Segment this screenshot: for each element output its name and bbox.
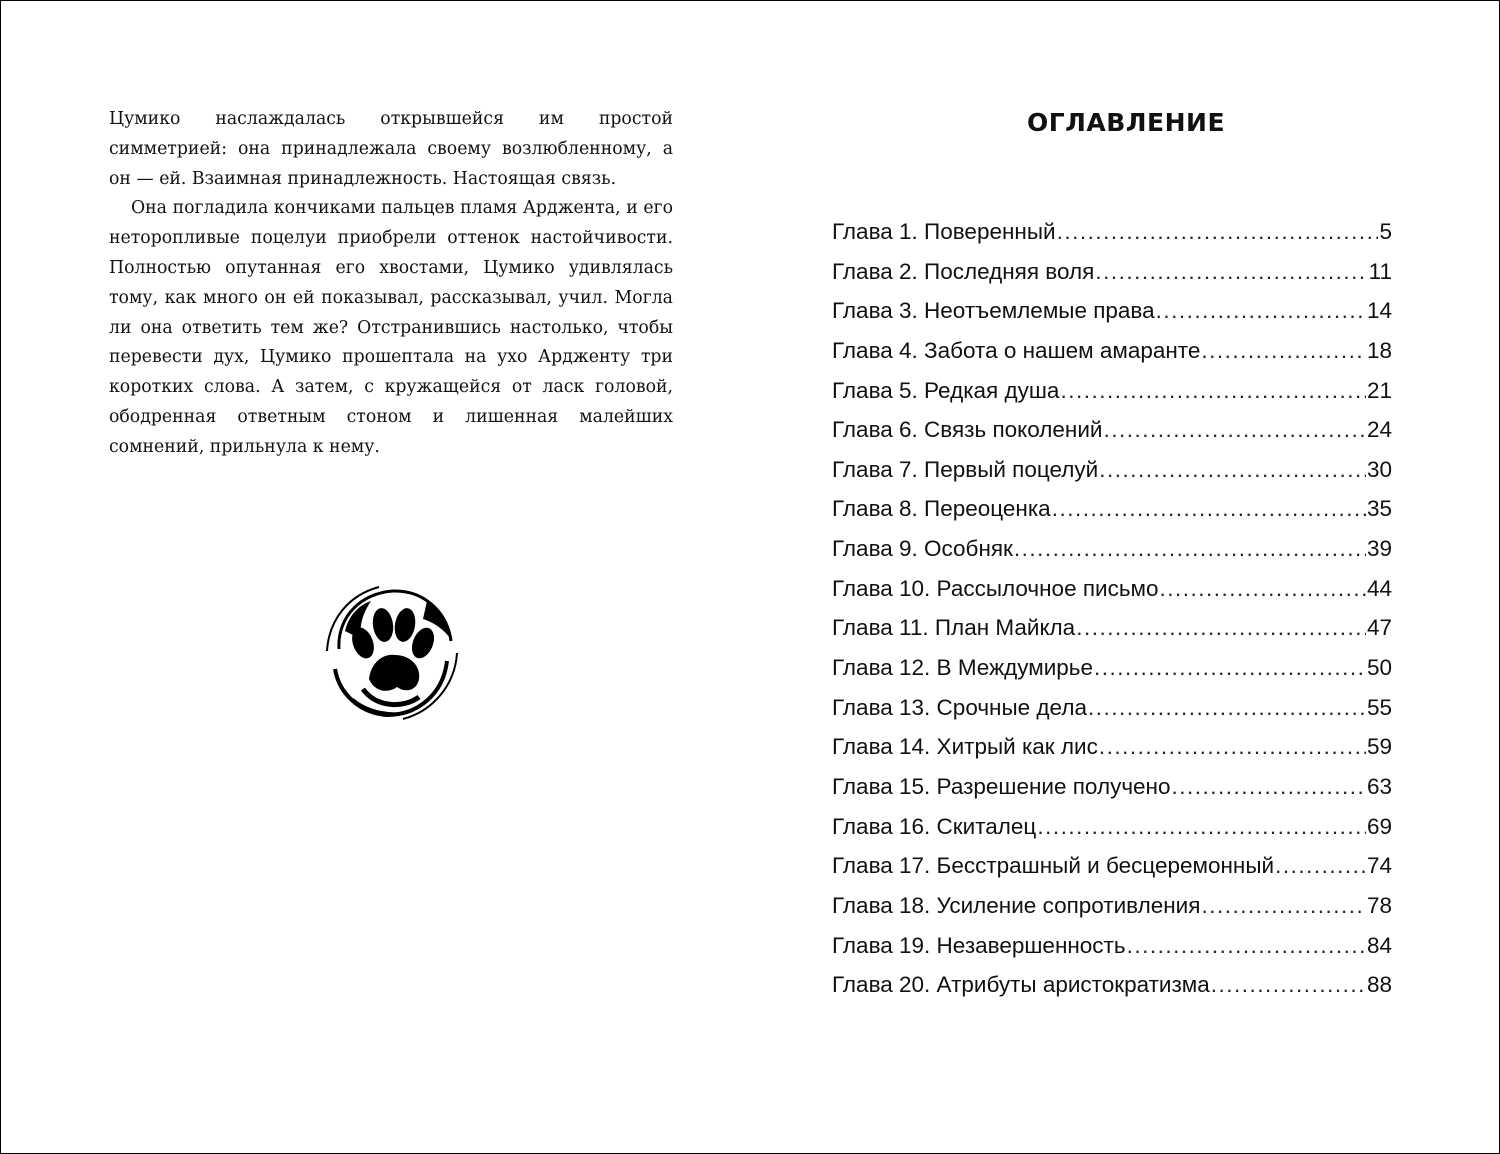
- toc-entry-page-number: 74: [1366, 853, 1392, 879]
- toc-entry[interactable]: [832, 291, 1392, 331]
- toc-entry-page-number: 18: [1366, 337, 1392, 363]
- toc-leader-dots: [1201, 886, 1366, 926]
- toc-entry[interactable]: [832, 489, 1392, 529]
- paragraph-2: Она погладила кончиками пальцев пламя Арджента, и его неторопливые поцелуи приобрели оттенок настойчивости. Полностью опутанная его хвостами, Цумико удивлялась тому, как много он ей показывал, рассказывал, учил. Могла ли она ответить тем же? Отстранившись настолько, чтобы перевести дух, Цумико прошептала на ухо Ардженту три коротких слова. А затем, с кружащейся от ласк головой, ободренная ответным стоном и лишенная малейших сомнений, прильнула к нему.: [109, 198, 673, 457]
- toc-leader-dots: [1094, 648, 1366, 688]
- toc-entry-page-number: 30: [1366, 456, 1392, 482]
- toc-leader-dots: [1052, 489, 1366, 529]
- toc-entry-page-number: 55: [1366, 694, 1392, 720]
- table-of-contents: [832, 212, 1392, 1005]
- toc-leader-dots: [1076, 608, 1366, 648]
- toc-entry[interactable]: [832, 331, 1392, 371]
- toc-leader-dots: [1275, 846, 1366, 886]
- toc-entry-page-number: 21: [1366, 377, 1392, 403]
- toc-entry-title: Глава 8. Переоценка: [832, 496, 1051, 522]
- toc-entry-page-number: 35: [1366, 496, 1392, 522]
- toc-entry[interactable]: [832, 807, 1392, 847]
- toc-leader-dots: [1103, 410, 1365, 450]
- toc-title: ОГЛАВЛЕНИЕ: [1026, 108, 1226, 137]
- toc-leader-dots: [1099, 450, 1366, 490]
- toc-leader-dots: [1037, 807, 1366, 847]
- toc-entry[interactable]: [832, 727, 1392, 767]
- toc-entry[interactable]: [832, 965, 1392, 1005]
- toc-entry-title: Глава 1. Поверенный: [832, 219, 1056, 244]
- toc-entry[interactable]: [832, 846, 1392, 886]
- toc-entry-page-number: 84: [1366, 932, 1392, 958]
- toc-leader-dots: [1095, 252, 1367, 292]
- toc-leader-dots: [1160, 569, 1366, 609]
- toc-entry-title: Глава 13. Срочные дела: [832, 694, 1087, 720]
- toc-entry-title: Глава 10. Рассылочное письмо: [832, 575, 1159, 601]
- toc-entry-title: Глава 5. Редкая душа: [832, 377, 1060, 403]
- toc-entry-title: Глава 18. Усиление сопротивления: [832, 892, 1201, 918]
- toc-entry[interactable]: [832, 212, 1392, 252]
- toc-entry[interactable]: [832, 410, 1392, 450]
- toc-entry[interactable]: [832, 252, 1392, 292]
- toc-leader-dots: [1172, 767, 1366, 807]
- toc-leader-dots: [1156, 291, 1366, 331]
- fox-paw-ornament-icon: [319, 579, 465, 725]
- toc-entry-title: Глава 16. Скиталец: [832, 813, 1037, 839]
- toc-entry[interactable]: [832, 529, 1392, 569]
- toc-entry-title: Глава 7. Первый поцелуй: [832, 456, 1099, 482]
- toc-entry-page-number: 11: [1368, 258, 1392, 284]
- toc-entry-page-number: 44: [1366, 575, 1392, 601]
- toc-entry-title: Глава 17. Бесстрашный и бесцеремонный: [832, 853, 1275, 879]
- toc-entry-page-number: 14: [1366, 298, 1392, 324]
- toc-leader-dots: [1014, 529, 1366, 569]
- toc-entry-page-number: 63: [1366, 773, 1392, 799]
- toc-leader-dots: [1201, 331, 1366, 371]
- left-page-text: [109, 105, 673, 463]
- toc-entry-title: Глава 6. Связь поколений: [832, 417, 1103, 443]
- toc-entry[interactable]: [832, 767, 1392, 807]
- toc-entry-title: Глава 12. В Междумирье: [832, 655, 1094, 681]
- toc-leader-dots: [1211, 965, 1366, 1005]
- toc-entry[interactable]: [832, 569, 1392, 609]
- toc-entry[interactable]: [832, 688, 1392, 728]
- toc-entry-title: Глава 3. Неотъемлемые права: [832, 298, 1155, 324]
- toc-leader-dots: [1057, 212, 1379, 252]
- toc-entry-page-number: 24: [1366, 417, 1392, 443]
- toc-entry-title: Глава 14. Хитрый как лис: [832, 734, 1098, 760]
- toc-entry[interactable]: [832, 886, 1392, 926]
- toc-entry-title: Глава 15. Разрешение получено: [832, 773, 1171, 799]
- toc-entry-page-number: 78: [1366, 892, 1392, 918]
- toc-entry-title: Глава 11. План Майкла: [832, 615, 1076, 641]
- toc-entry[interactable]: [832, 648, 1392, 688]
- toc-entry-title: Глава 19. Незавершенность: [832, 932, 1126, 958]
- toc-leader-dots: [1060, 371, 1366, 411]
- toc-entry-page-number: 5: [1379, 219, 1392, 244]
- toc-entry[interactable]: [832, 926, 1392, 966]
- toc-entry[interactable]: [832, 608, 1392, 648]
- toc-entry[interactable]: [832, 450, 1392, 490]
- toc-entry-title: Глава 4. Забота о нашем амаранте: [832, 337, 1201, 363]
- toc-entry-page-number: 88: [1366, 972, 1392, 998]
- toc-leader-dots: [1099, 727, 1366, 767]
- toc-leader-dots: [1088, 688, 1366, 728]
- toc-entry-title: Глава 20. Атрибуты аристократизма: [832, 972, 1210, 998]
- paragraph-1: Цумико наслаждалась открывшейся им простой симметрией: она принадлежала своему возлюбленному, а он — ей. Взаимная принадлежность. Настоящая связь.: [109, 109, 673, 189]
- toc-entry-title: Глава 9. Особняк: [832, 536, 1013, 562]
- toc-entry-title: Глава 2. Последняя воля: [832, 258, 1095, 284]
- toc-entry-page-number: 59: [1366, 734, 1392, 760]
- toc-entry-page-number: 69: [1366, 813, 1392, 839]
- toc-entry[interactable]: [832, 371, 1392, 411]
- toc-leader-dots: [1127, 926, 1366, 966]
- toc-entry-page-number: 50: [1366, 655, 1392, 681]
- toc-entry-page-number: 39: [1366, 536, 1392, 562]
- toc-entry-page-number: 47: [1366, 615, 1392, 641]
